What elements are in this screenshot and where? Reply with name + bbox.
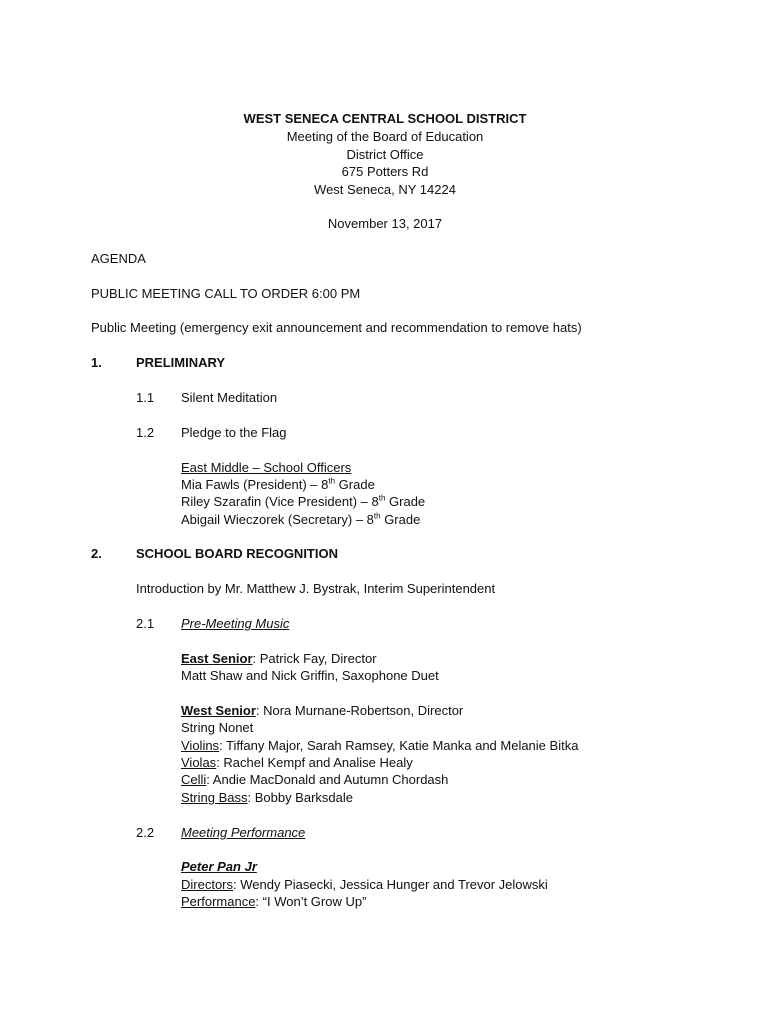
meeting-title: Meeting of the Board of Education xyxy=(286,129,484,144)
item-1-2-number: 1.2 xyxy=(136,425,155,440)
item-1-1-label: Silent Meditation xyxy=(181,390,278,405)
item-2-2-title: Meeting Performance xyxy=(181,825,306,840)
west-senior-ensemble: String Nonet xyxy=(181,720,254,735)
officer-line: Riley Szarafin (Vice President) – 8th Grade xyxy=(181,493,426,509)
meeting-date: November 13, 2017 xyxy=(327,216,443,231)
show-title: Peter Pan Jr xyxy=(181,859,257,874)
item-2-1-number: 2.1 xyxy=(136,616,155,631)
item-2-1-title: Pre-Meeting Music xyxy=(181,616,290,631)
west-senior-line: West Senior: Nora Murnane-Robertson, Director xyxy=(181,703,464,718)
district-name: WEST SENECA CENTRAL SCHOOL DISTRICT xyxy=(243,111,527,126)
performance-line: Performance: “I Won’t Grow Up” xyxy=(181,894,367,909)
item-1-1-number: 1.1 xyxy=(136,390,155,405)
officer-line: Abigail Wieczorek (Secretary) – 8th Grade xyxy=(181,511,421,527)
violins-line: Violins: Tiffany Major, Sarah Ramsey, Katie Manka and Melanie Bitka xyxy=(181,738,579,753)
section-2-intro: Introduction by Mr. Matthew J. Bystrak, Interim Superintendent xyxy=(136,581,496,596)
section-1-title: PRELIMINARY xyxy=(136,355,226,370)
item-2-2-number: 2.2 xyxy=(136,825,155,840)
officers-heading: East Middle – School Officers xyxy=(181,460,352,475)
public-meeting-note: Public Meeting (emergency exit announcement and recommendation to remove hats) xyxy=(91,320,582,335)
east-senior-line: East Senior: Patrick Fay, Director xyxy=(181,651,377,666)
violas-line: Violas: Rachel Kempf and Analise Healy xyxy=(181,755,413,770)
office-name: District Office xyxy=(346,147,424,162)
celli-line: Celli: Andie MacDonald and Autumn Chordash xyxy=(181,772,449,787)
street-address: 675 Potters Rd xyxy=(341,164,429,179)
agenda-label: AGENDA xyxy=(91,251,146,266)
city-address: West Seneca, NY 14224 xyxy=(314,182,456,197)
section-2-number: 2. xyxy=(91,546,102,561)
call-to-order: PUBLIC MEETING CALL TO ORDER 6:00 PM xyxy=(91,286,361,301)
officer-line: Mia Fawls (President) – 8th Grade xyxy=(181,476,375,492)
directors-line: Directors: Wendy Piasecki, Jessica Hunger and Trevor Jelowski xyxy=(181,877,548,892)
section-1-number: 1. xyxy=(91,355,102,370)
item-1-2-label: Pledge to the Flag xyxy=(181,425,287,440)
east-senior-performers: Matt Shaw and Nick Griffin, Saxophone Duet xyxy=(181,668,439,683)
string-bass-line: String Bass: Bobby Barksdale xyxy=(181,790,353,805)
section-2-title: SCHOOL BOARD RECOGNITION xyxy=(136,546,338,561)
